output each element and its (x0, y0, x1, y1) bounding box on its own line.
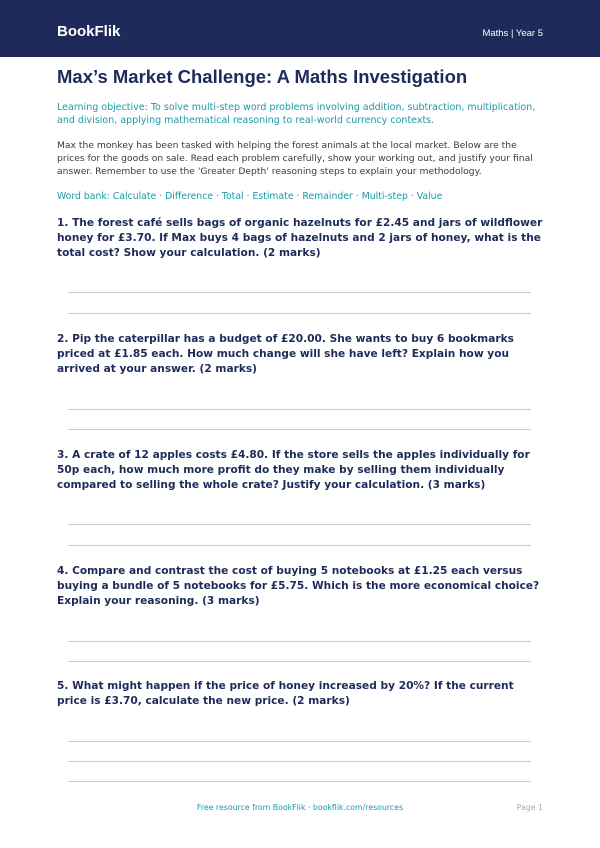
answer-line[interactable] (68, 761, 531, 762)
learning-objective: Learning objective: To solve multi-step word problems involving addition, subtraction, multiplication, and division, applying mathematical reasoning to real-world currency contexts. (57, 102, 536, 126)
answer-line[interactable] (68, 545, 531, 546)
word-bank: Word bank: Calculate · Difference · Total · Estimate · Remainder · Multi-step · Value (57, 191, 443, 202)
answer-line[interactable] (68, 409, 531, 410)
page-header (0, 0, 600, 57)
question-4: 4. Compare and contrast the cost of buying 5 notebooks at £1.25 each versus buying a bundle of 5 notebooks for £5.75. Which is the more economical choice? Explain your reasoning. (3 marks) (57, 565, 540, 607)
answer-line[interactable] (68, 661, 531, 662)
brand-logo-text[interactable]: BookFlik (57, 23, 121, 40)
answer-line[interactable] (68, 781, 531, 782)
answer-line[interactable] (68, 429, 531, 430)
answer-line[interactable] (68, 741, 531, 742)
worksheet-intro (57, 66, 543, 203)
question-1: 1. The forest café sells bags of organic hazelnuts for £2.45 and jars of wildflower honey for £3.70. If Max buys 4 bags of hazelnuts and 2 jars of honey, what is the total cost? Show your calculation. (2 marks) (57, 217, 543, 259)
page-number: Page 1 (516, 803, 543, 812)
answer-line[interactable] (68, 313, 531, 314)
footer-resource-link[interactable]: Free resource from BookFlik · bookflik.com/resources (196, 803, 404, 812)
question-5: 5. What might happen if the price of honey increased by 20%? If the current price is £3.70, calculate the new price. (2 marks) (57, 680, 514, 707)
subject-year-label: Maths | Year 5 (482, 28, 543, 39)
intro-paragraph: Max the monkey has been tasked with helping the forest animals at the local market. Below are the prices for the goods on sale. Read each problem carefully, show your working out, and justify your final answer. Remember to use the 'Greater Depth' reasoning steps to explain your methodology. (57, 140, 533, 177)
answer-line[interactable] (68, 292, 531, 293)
answer-line[interactable] (68, 641, 531, 642)
question-2: 2. Pip the caterpillar has a budget of £20.00. She wants to buy 6 bookmarks priced at £1.85 each. How much change will she have left? Explain how you arrived at your answer. (2 marks) (57, 333, 514, 375)
question-3: 3. A crate of 12 apples costs £4.80. If the store sells the apples individually for 50p each, how much more profit do they make by selling them individually compared to selling the whole crate? Justify your calculation. (3 marks) (57, 449, 530, 491)
answer-line[interactable] (68, 524, 531, 525)
worksheet-title: Max’s Market Challenge: A Maths Investigation (57, 66, 468, 87)
